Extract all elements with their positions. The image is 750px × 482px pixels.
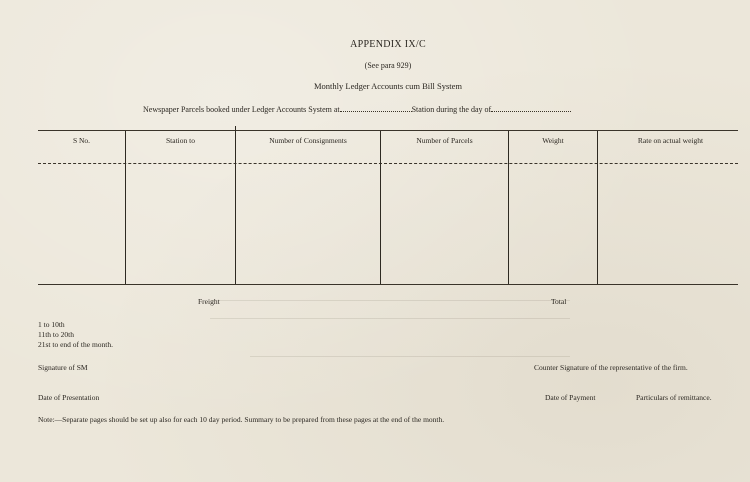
appendix-title: APPENDIX IX/C xyxy=(350,39,426,50)
show-through-line xyxy=(250,356,570,357)
column-header-station-to: Station to xyxy=(166,136,195,145)
description-prefix: Newspaper Parcels booked under Ledger Accounts System at xyxy=(143,105,340,114)
signature-sm-label: Signature of SM xyxy=(38,363,88,372)
footer-note: Note:—Separate pages should be set up also for each 10 day period. Summary to be prepared from these pages at the end of the month. xyxy=(38,415,445,424)
period-1: 1 to 10th xyxy=(38,320,65,329)
column-header-s-no: S No. xyxy=(72,136,91,145)
show-through-line xyxy=(210,318,570,319)
total-label: Total xyxy=(551,297,567,306)
form-description xyxy=(143,103,571,114)
table-bottom-border xyxy=(38,284,738,285)
column-header-consignments: Number of Consignments xyxy=(269,136,347,145)
period-2: 11th to 20th xyxy=(38,330,74,339)
freight-label: Freight xyxy=(198,297,220,306)
day-blank xyxy=(491,103,571,112)
period-3: 21st to end of the month. xyxy=(38,340,113,349)
date-payment-label: Date of Payment xyxy=(545,393,596,402)
column-divider xyxy=(508,131,509,284)
date-presentation-label: Date of Presentation xyxy=(38,393,100,402)
description-middle: Station during the day of xyxy=(411,105,492,114)
column-header-rate: Rate on actual weight xyxy=(637,136,704,145)
table-top-border xyxy=(38,130,738,131)
table-header-border xyxy=(38,163,738,164)
particulars-remittance-label: Particulars of remittance. xyxy=(636,393,712,402)
column-header-weight: Weight xyxy=(542,136,564,145)
column-divider xyxy=(597,131,598,284)
column-header-parcels: Number of Parcels xyxy=(416,136,473,145)
column-divider xyxy=(380,131,381,284)
show-through-line xyxy=(210,300,570,301)
form-subtitle: Monthly Ledger Accounts cum Bill System xyxy=(313,81,463,91)
column-divider xyxy=(235,126,236,284)
para-reference: (See para 929) xyxy=(364,61,412,70)
station-blank xyxy=(340,103,412,112)
counter-signature-label: Counter Signature of the representative of the firm. xyxy=(534,363,688,372)
column-divider xyxy=(125,131,126,284)
